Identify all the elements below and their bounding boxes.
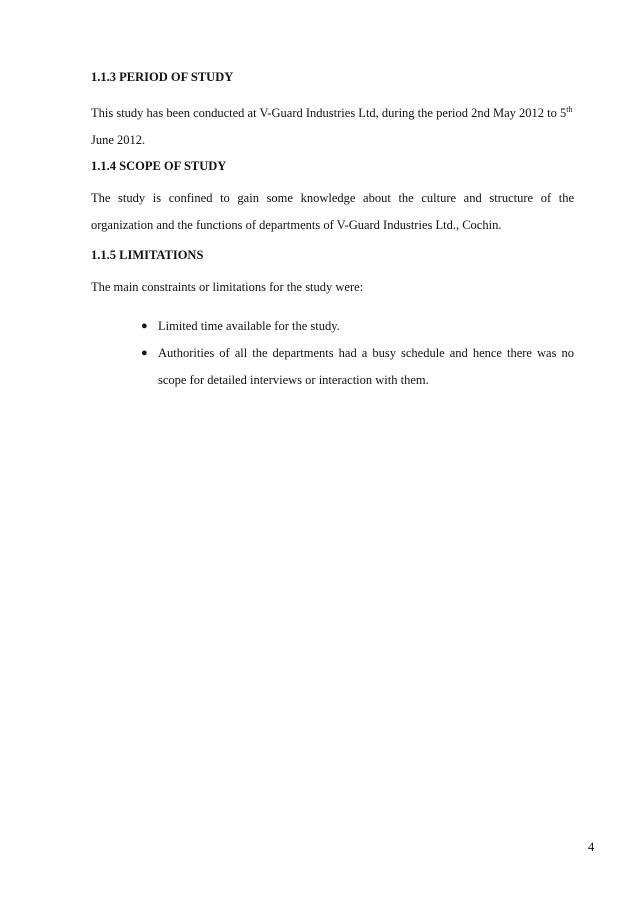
list-item-text: Authorities of all the departments had a busy schedule and hence there was no scope for detailed interviews or interaction with them. — [158, 346, 574, 387]
list-item — [91, 340, 574, 394]
scope-of-study-paragraph: The study is confined to gain some knowledge about the culture and structure of the organization and the functions of departments of V-Guard Industries Ltd., Cochin. — [91, 191, 574, 232]
period-text-part2: June 2012. — [91, 133, 146, 148]
section-heading-scope-of-study: 1.1.4 SCOPE OF STUDY — [91, 159, 227, 173]
bullet-icon: ● — [141, 320, 148, 332]
limitations-list — [91, 313, 574, 394]
section-heading-period-of-study: 1.1.3 PERIOD OF STUDY — [91, 70, 234, 84]
page-number: 4 — [588, 840, 595, 854]
period-text-part1: This study has been conducted at V-Guard Industries Ltd, during the period 2nd May 2012 to 5 — [91, 106, 567, 121]
ordinal-suffix: th — [566, 105, 573, 114]
section-heading-limitations: 1.1.5 LIMITATIONS — [91, 248, 204, 262]
bullet-icon: ● — [141, 347, 148, 359]
limitations-intro-paragraph: The main constraints or limitations for the study were: — [91, 280, 364, 294]
list-item — [91, 313, 574, 340]
list-item-text: Limited time available for the study. — [158, 319, 340, 333]
period-of-study-paragraph — [91, 96, 574, 154]
